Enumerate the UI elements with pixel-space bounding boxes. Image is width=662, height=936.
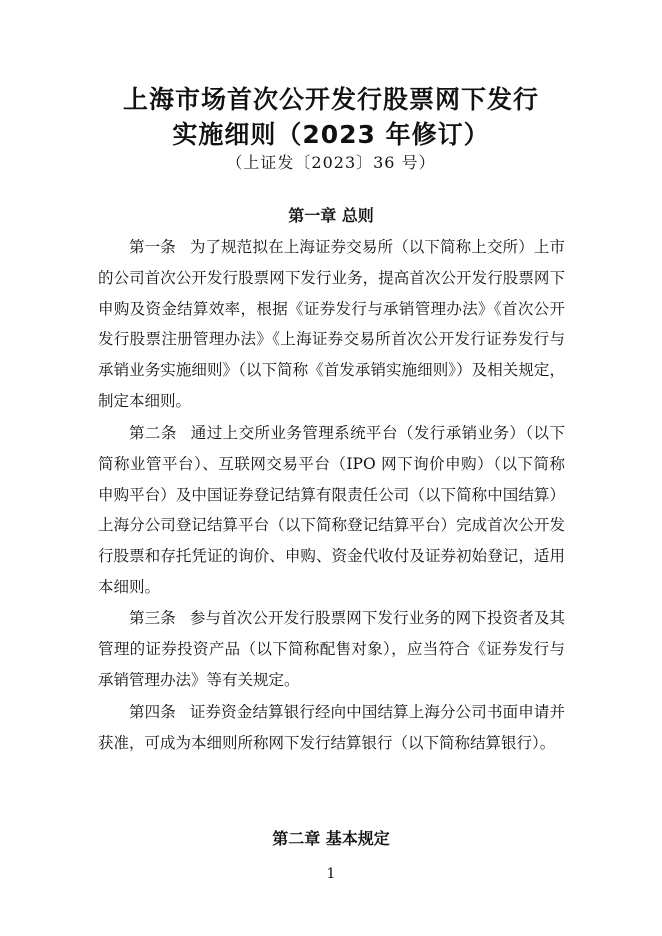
article-text: 证券资金结算银行经向中国结算上海分公司书面申请并获准，可成为本细则所称网下发行结算银行（以下简称结算银行）。 <box>98 703 565 752</box>
article-label: 第四条 <box>129 703 176 721</box>
article-label: 第三条 <box>129 609 176 627</box>
article-text: 参与首次公开发行股票网下发行业务的网下投资者及其管理的证券投资产品（以下简称配售对象），应当符合《证券发行与承销管理办法》等有关规定。 <box>98 609 565 689</box>
document-number: （上证发〔2023〕36 号） <box>226 153 436 172</box>
title-line-1: 上海市场首次公开发行股票网下发行 <box>122 85 539 114</box>
article-4 <box>98 697 565 759</box>
article-text: 为了规范拟在上海证券交易所（以下简称上交所）上市的公司首次公开发行股票网下发行业务，提高首次公开发行股票网下申购及资金结算效率，根据《证券发行与承销管理办法》《首次公开发行股票注册管理办法》《上海证券交易所首次公开发行证券发行与承销业务实施细则》（以下简称《首发承销实施细则》）及相关规定，制定本细则。 <box>98 238 565 410</box>
title-line-2: 实施细则（2023 年修订） <box>172 120 490 149</box>
chapter-heading-2: 第二章 基本规定 <box>272 829 390 848</box>
article-label: 第一条 <box>129 238 176 256</box>
article-1 <box>98 232 565 417</box>
page-number: 1 <box>326 866 336 882</box>
article-3 <box>98 603 565 695</box>
article-label: 第二条 <box>129 424 177 442</box>
article-text: 通过上交所业务管理系统平台（发行承销业务）（以下简称业管平台）、互联网交易平台（IPO 网下询价申购）（以下简称申购平台）及中国证券登记结算有限责任公司（以下简称中国结算）上海分公司登记结算平台（以下简称登记结算平台）完成首次公开发行股票和存托凭证的询价、申购、资金代收付及证券初始登记，适用本细则。 <box>98 424 565 596</box>
article-2 <box>98 418 565 603</box>
chapter-heading-1: 第一章 总则 <box>288 206 374 225</box>
